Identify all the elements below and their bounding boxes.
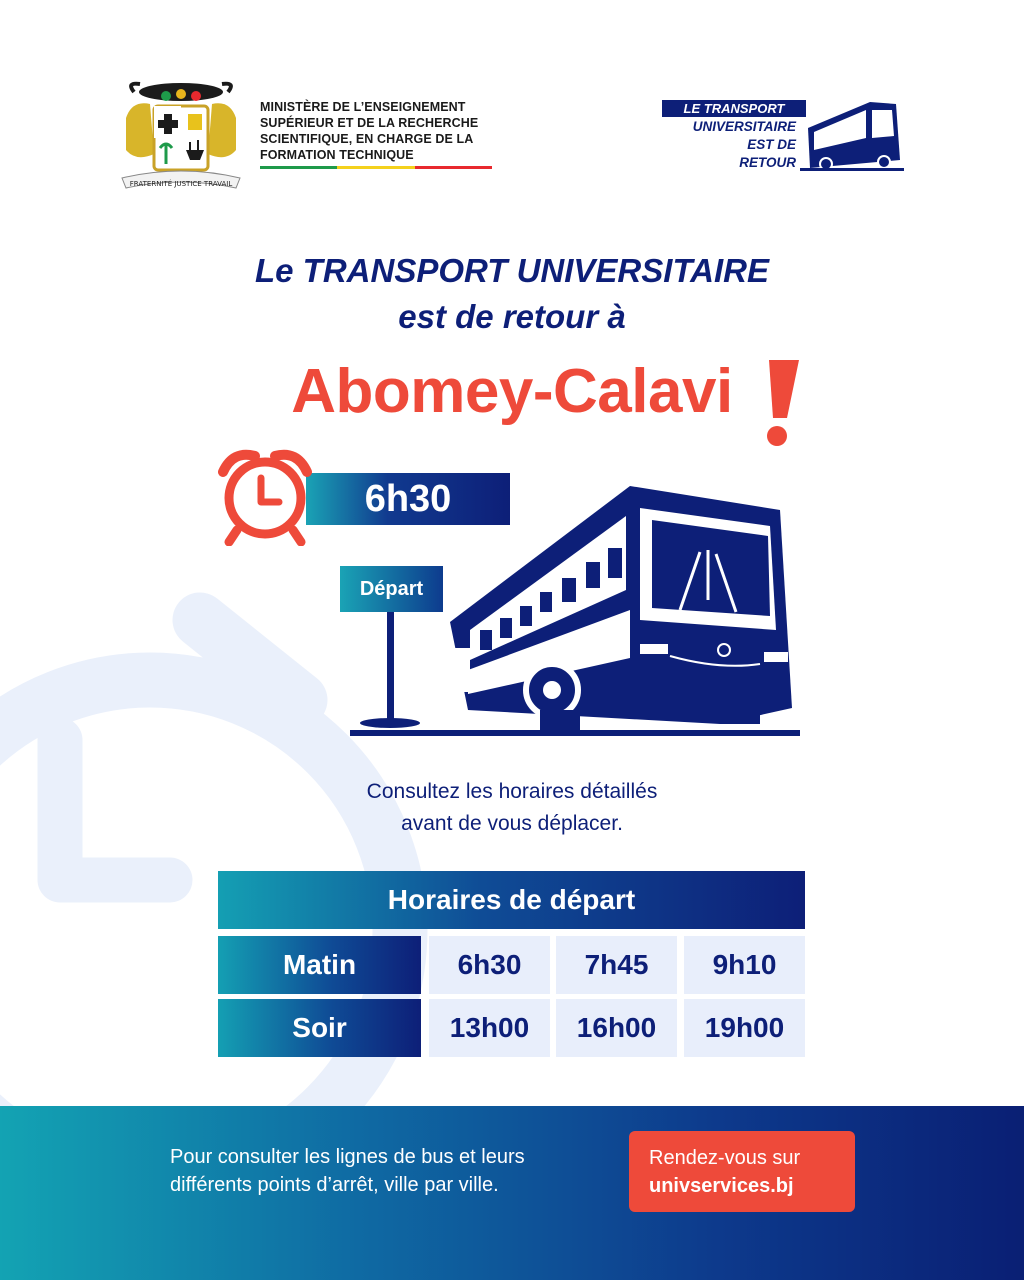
brand-line: UNIVERSITAIRE bbox=[692, 119, 796, 134]
exclamation-icon bbox=[755, 356, 805, 448]
schedule-cell: 7h45 bbox=[556, 936, 677, 994]
headline-line-2: est de retour à bbox=[398, 298, 626, 335]
depart-sign: Départ bbox=[340, 566, 443, 612]
cta-link[interactable]: univservices.bj bbox=[649, 1174, 794, 1197]
cta-label: Rendez-vous sur bbox=[649, 1146, 801, 1169]
footer-text bbox=[170, 1143, 610, 1199]
departure-time: 6h30 bbox=[364, 477, 452, 520]
brand-line: EST DE bbox=[747, 137, 796, 152]
schedule-row-label-evening: Soir bbox=[218, 999, 421, 1057]
ministry-line: SCIENTIFIQUE, EN CHARGE DE LA bbox=[260, 132, 474, 146]
schedule-cell: 9h10 bbox=[684, 936, 805, 994]
website-cta-button[interactable] bbox=[629, 1131, 855, 1212]
national-flag-stripe bbox=[260, 166, 492, 169]
ministry-line: FORMATION TECHNIQUE bbox=[260, 148, 414, 162]
info-line-1: Consultez les horaires détaillés bbox=[366, 780, 658, 803]
info-line-2: avant de vous déplacer. bbox=[401, 812, 623, 835]
svg-text:FRATERNITÉ JUSTICE TRAVAIL: FRATERNITÉ JUSTICE TRAVAIL bbox=[129, 180, 233, 188]
city-name: Abomey-Calavi bbox=[291, 357, 733, 426]
footer-text-line: différents points d’arrêt, ville par ville. bbox=[170, 1174, 499, 1196]
schedule-title: Horaires de départ bbox=[218, 871, 805, 929]
schedule-cell: 19h00 bbox=[684, 999, 805, 1057]
departure-time-pill bbox=[306, 473, 510, 525]
brand-tag: LE TRANSPORT bbox=[662, 100, 806, 117]
footer-text-line: Pour consulter les lignes de bus et leurs bbox=[170, 1146, 525, 1168]
schedule-cell: 13h00 bbox=[429, 999, 550, 1057]
benin-coat-of-arms-icon bbox=[116, 78, 246, 196]
schedule-cell: 6h30 bbox=[429, 936, 550, 994]
alarm-clock-icon bbox=[215, 448, 315, 546]
schedule-row-label-morning: Matin bbox=[218, 936, 421, 994]
ministry-line: SUPÉRIEUR ET DE LA RECHERCHE bbox=[260, 116, 479, 130]
brand-line: RETOUR bbox=[739, 155, 796, 170]
ministry-line: MINISTÈRE DE L’ENSEIGNEMENT bbox=[260, 100, 466, 114]
headline-line-1: Le TRANSPORT UNIVERSITAIRE bbox=[255, 252, 769, 289]
schedule-cell: 16h00 bbox=[556, 999, 677, 1057]
brand-bus-icon bbox=[800, 98, 904, 172]
ministry-name bbox=[260, 99, 500, 163]
